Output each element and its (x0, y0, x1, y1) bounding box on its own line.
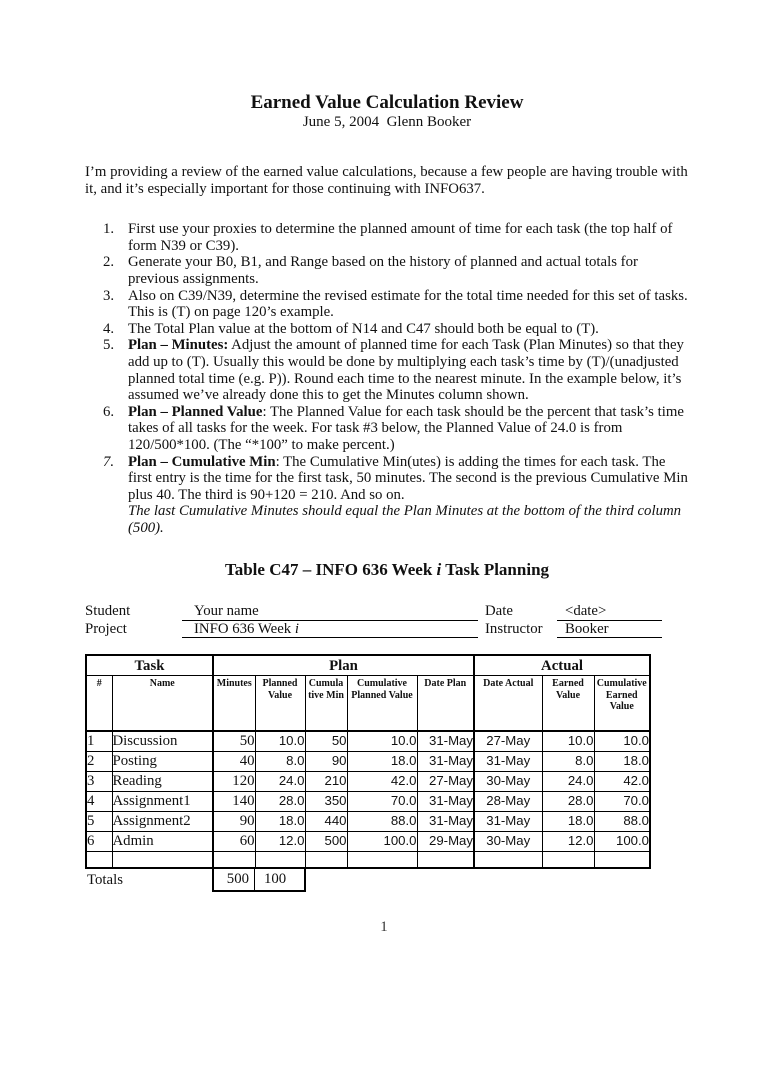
group-header-actual: Actual (474, 655, 650, 676)
header-form (85, 603, 689, 638)
table-cell (112, 852, 213, 869)
table-cell: Reading (112, 772, 213, 792)
list-item-number: 1. (103, 221, 115, 238)
instructor-label: Instructor (485, 620, 543, 637)
column-header: Cumulative Earned Value (594, 676, 650, 732)
table-heading-post: Task Planning (441, 560, 550, 580)
table-cell: 10.0 (542, 731, 594, 752)
list-item (85, 321, 689, 338)
column-header: Date Plan (417, 676, 474, 732)
list-item-body: : The Cumulative Min(utes) is adding the times for each task. The first entry is the time for the first task, 50 minutes. The second is the previous Cumulative Min plus 40. The third is 90+120 = 210. And so on. (128, 453, 688, 503)
list-item (85, 454, 689, 537)
table-cell (594, 852, 650, 869)
table-cell: 27-May (417, 772, 474, 792)
date-label: Date (485, 603, 513, 620)
table-cell: 210 (305, 772, 347, 792)
table-cell (86, 852, 112, 869)
table-cell: 120 (213, 772, 255, 792)
totals-row (85, 869, 689, 892)
project-value-field (182, 621, 478, 639)
table-cell: Admin (112, 832, 213, 852)
list-item (85, 337, 689, 403)
list-item (85, 404, 689, 454)
list-item-bold-label: Plan – Minutes: (128, 337, 229, 354)
table-cell: 2 (86, 752, 112, 772)
column-header: Cumulative Min (305, 676, 347, 732)
list-item-body: Generate your B0, B1, and Range based on the history of planned and actual totals for previous assignments. (128, 254, 638, 287)
table-cell: 3 (86, 772, 112, 792)
list-item-number: 6. (103, 403, 115, 420)
list-item (85, 221, 689, 254)
page-number: 1 (380, 919, 388, 936)
list-item-italic-note: The last Cumulative Minutes should equal the Plan Minutes at the bottom of the third column (500). (128, 503, 682, 536)
totals-minutes-cell: 500 (214, 869, 255, 890)
table-cell: 90 (305, 752, 347, 772)
table-cell: 90 (213, 812, 255, 832)
table-cell: Posting (112, 752, 213, 772)
table-cell: 31-May (417, 792, 474, 812)
column-header: # (86, 676, 112, 732)
form-spacer (478, 603, 485, 621)
table-cell: 350 (305, 792, 347, 812)
list-item-number: 4. (103, 320, 115, 337)
table-row (86, 731, 650, 752)
list-item-text (128, 321, 689, 338)
column-header-row (86, 676, 650, 732)
list-item-text (128, 221, 689, 254)
table-cell: 24.0 (542, 772, 594, 792)
table-cell: 10.0 (347, 731, 417, 752)
table-cell (417, 852, 474, 869)
list-item (85, 254, 689, 287)
table-cell: 4 (86, 792, 112, 812)
table-cell (474, 852, 542, 869)
table-cell: 28.0 (542, 792, 594, 812)
table-cell: 31-May (417, 731, 474, 752)
list-item-text (128, 254, 689, 287)
table-cell: 50 (213, 731, 255, 752)
group-header-row (86, 655, 650, 676)
table-cell: 60 (213, 832, 255, 852)
table-cell: 28.0 (255, 792, 305, 812)
table-heading-pre: Table C47 – INFO 636 Week (224, 560, 437, 580)
form-spacer (478, 621, 485, 639)
table-cell: 70.0 (347, 792, 417, 812)
table-cell: 88.0 (347, 812, 417, 832)
list-item-number: 3. (103, 287, 115, 304)
list-item-text (128, 454, 689, 537)
group-header-plan: Plan (213, 655, 474, 676)
table-cell: 100.0 (594, 832, 650, 852)
table-cell: 6 (86, 832, 112, 852)
project-label: Project (85, 620, 127, 637)
table-cell: 18.0 (594, 752, 650, 772)
table-row (86, 772, 650, 792)
table-cell: 70.0 (594, 792, 650, 812)
table-cell: 42.0 (594, 772, 650, 792)
table-cell: 50 (305, 731, 347, 752)
table-cell (213, 852, 255, 869)
list-item-text (128, 337, 689, 403)
list-item-body: Adjust the amount of planned time for each Task (Plan Minutes) so that they add up to (T). Usually this would be done by multiplying each task’s time by (T)/(unadjusted planned total time (e.g. P)). Round each time to the nearest minute. In the example below, it’s assumed we’ve already done this to get the Minutes column shown. (128, 337, 684, 404)
form-row (85, 603, 689, 621)
table-cell (255, 852, 305, 869)
table-cell: 100.0 (347, 832, 417, 852)
list-item-number: 2. (103, 254, 115, 271)
list-item-body: First use your proxies to determine the planned amount of time for each task (the top half of form N39 or C39). (128, 221, 673, 254)
column-header: Planned Value (255, 676, 305, 732)
table-cell: 8.0 (542, 752, 594, 772)
group-header-task: Task (86, 655, 213, 676)
table-row (86, 752, 650, 772)
table-cell: 10.0 (594, 731, 650, 752)
table-cell: 31-May (417, 812, 474, 832)
table-cell (305, 852, 347, 869)
table-cell: 40 (213, 752, 255, 772)
list-item-bold-label: Plan – Cumulative Min (128, 453, 276, 470)
table-cell: 18.0 (542, 812, 594, 832)
student-label: Student (85, 603, 131, 620)
task-planning-table (85, 654, 651, 869)
table-cell: 27-May (474, 731, 542, 752)
document-title: Earned Value Calculation Review (250, 92, 524, 113)
document-page (0, 92, 768, 1086)
table-cell: 1 (86, 731, 112, 752)
table-cell: Assignment1 (112, 792, 213, 812)
table-cell: 12.0 (255, 832, 305, 852)
table-row (86, 792, 650, 812)
list-item-bold-label: Plan – Planned Value (128, 403, 263, 420)
student-value-field: Your name (182, 603, 478, 621)
table-cell: 18.0 (347, 752, 417, 772)
list-item-text (128, 404, 689, 454)
list-item (85, 288, 689, 321)
table-row (86, 832, 650, 852)
empty-table-row (86, 852, 650, 869)
table-cell: 5 (86, 812, 112, 832)
table-cell: 24.0 (255, 772, 305, 792)
date-value-field: <date> (557, 603, 662, 621)
table-cell: 30-May (474, 772, 542, 792)
numbered-list (85, 221, 689, 536)
table-cell: 31-May (417, 752, 474, 772)
column-header: Name (112, 676, 213, 732)
table-heading-italic-i: i (436, 560, 442, 580)
table-cell: 140 (213, 792, 255, 812)
list-item-body: : The Planned Value for each task should be the percent that task’s time takes of all tasks for the week. For task #3 below, the Planned Value of 24.0 is from 120/500*100. (The “*100” to make percent.) (128, 403, 684, 453)
document-subtitle: June 5, 2004 Glenn Booker (302, 114, 472, 130)
table-cell: 31-May (474, 812, 542, 832)
document-content (85, 92, 689, 892)
list-item-body: The Total Plan value at the bottom of N14 and C47 should both be equal to (T). (128, 320, 599, 337)
table-cell (347, 852, 417, 869)
column-header: Cumulative Planned Value (347, 676, 417, 732)
table-cell: 31-May (474, 752, 542, 772)
totals-label: Totals (87, 872, 123, 889)
list-item-text (128, 288, 689, 321)
totals-planned-value-cell: 100 (264, 871, 287, 888)
table-cell: 88.0 (594, 812, 650, 832)
table-cell: 18.0 (255, 812, 305, 832)
table-cell (542, 852, 594, 869)
table-row (86, 812, 650, 832)
table-heading (85, 560, 689, 580)
table-cell: Discussion (112, 731, 213, 752)
project-value-italic-i: i (294, 620, 299, 637)
table-cell: Assignment2 (112, 812, 213, 832)
table-cell: 8.0 (255, 752, 305, 772)
list-item-number: 7. (103, 453, 115, 470)
form-row (85, 621, 689, 639)
table-cell: 10.0 (255, 731, 305, 752)
table-cell: 500 (305, 832, 347, 852)
column-header: Earned Value (542, 676, 594, 732)
column-header: Date Actual (474, 676, 542, 732)
table-cell: 30-May (474, 832, 542, 852)
table-cell: 29-May (417, 832, 474, 852)
table-cell: 440 (305, 812, 347, 832)
list-item-body: Also on C39/N39, determine the revised estimate for the total time needed for this set of tasks. This is (T) on page 120’s example. (128, 287, 688, 321)
intro-paragraph: I’m providing a review of the earned value calculations, because a few people are having trouble with it, and it’s especially important for those continuing with INFO637. (85, 164, 688, 197)
table-cell: 28-May (474, 792, 542, 812)
table-cell: 42.0 (347, 772, 417, 792)
list-item-number: 5. (103, 337, 115, 354)
table-cell: 12.0 (542, 832, 594, 852)
project-value-pre: INFO 636 Week (194, 620, 295, 637)
totals-box (212, 869, 306, 892)
instructor-value-field: Booker (557, 621, 662, 639)
column-header: Minutes (213, 676, 255, 732)
